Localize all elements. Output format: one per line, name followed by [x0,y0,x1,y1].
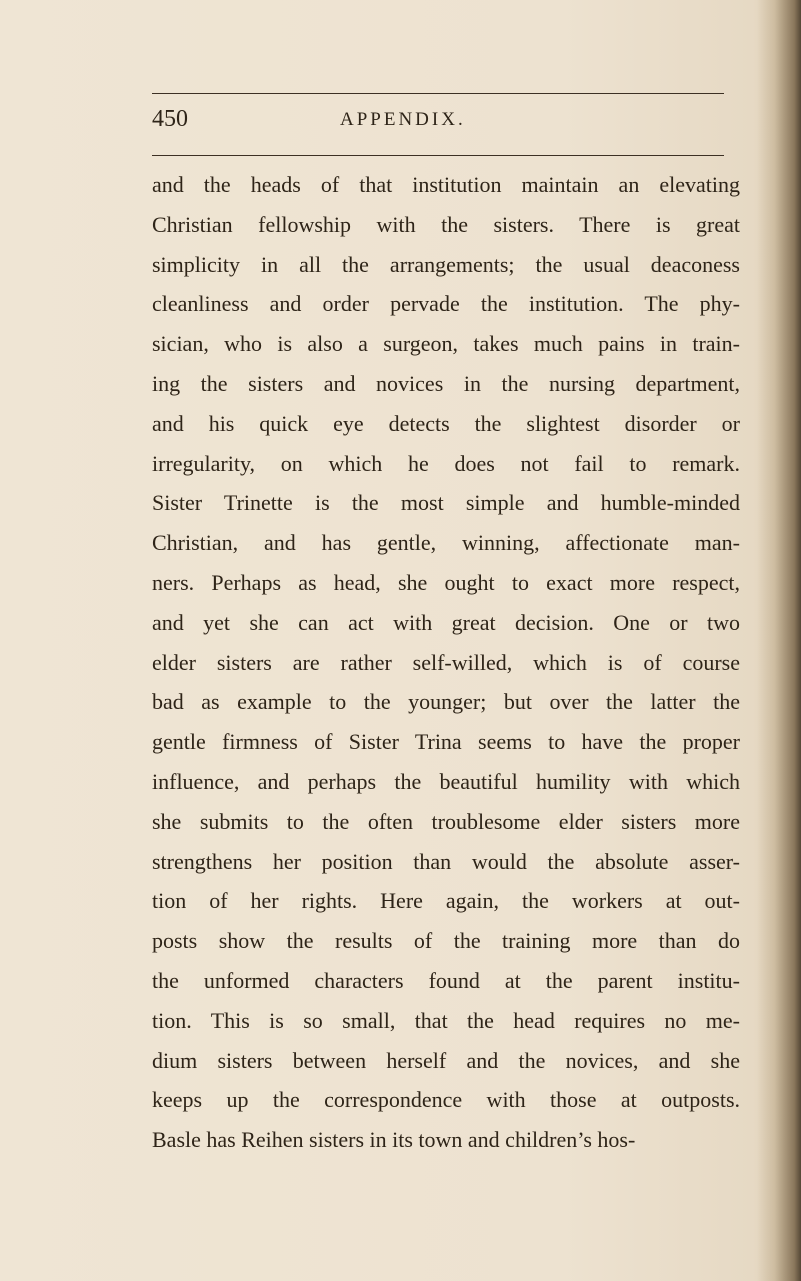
text-line: irregularity, on which he does not fail to remark. [152,450,740,476]
page-edge-shadow [757,0,801,1281]
text-line: posts show the results of the training more than do [152,928,740,954]
body-text [152,165,740,1160]
text-line: gentle firmness of Sister Trina seems to have the proper [152,729,740,755]
text-line: and the heads of that institution maintain an elevating [152,172,740,197]
text-line: cleanliness and order pervade the institution. The phy- [152,291,740,317]
text-line: bad as example to the younger; but over the latter the [152,689,740,715]
text-line: influence, and perhaps the beautiful humility with which [152,768,740,794]
text-line: the unformed characters found at the parent institu- [152,967,740,993]
text-line: Christian, and has gentle, winning, affectionate man- [152,530,740,556]
running-head: APPENDIX. [340,109,466,130]
text-line: and yet she can act with great decision. One or two [152,609,740,635]
text-line: dium sisters between herself and the novices, and she [152,1047,740,1073]
text-line: elder sisters are rather self-willed, which is of course [152,649,740,675]
text-line: Sister Trinette is the most simple and humble-minded [152,490,740,516]
text-line: keeps up the correspondence with those at outposts. [152,1087,740,1113]
text-line: Christian fellowship with the sisters. There is great [152,211,740,237]
text-line: strengthens her position than would the absolute asser- [152,848,740,874]
header-rule-bottom [152,155,724,156]
text-line: ing the sisters and novices in the nursing department, [152,370,740,396]
text-line: simplicity in all the arrangements; the usual deaconess [152,251,740,277]
text-line: ners. Perhaps as head, she ought to exact more respect, [152,569,740,595]
text-line: tion. This is so small, that the head requires no me- [152,1007,740,1033]
text-line: Basle has Reihen sisters in its town and children’s hos- [152,1127,636,1153]
text-line: tion of her rights. Here again, the workers at out- [152,888,740,914]
page-number: 450 [152,106,188,132]
text-line: and his quick eye detects the slightest disorder or [152,410,740,436]
header-rule-top [152,93,724,94]
text-line: sician, who is also a surgeon, takes much pains in train- [152,331,740,357]
text-line: she submits to the often troublesome elder sisters more [152,808,740,834]
